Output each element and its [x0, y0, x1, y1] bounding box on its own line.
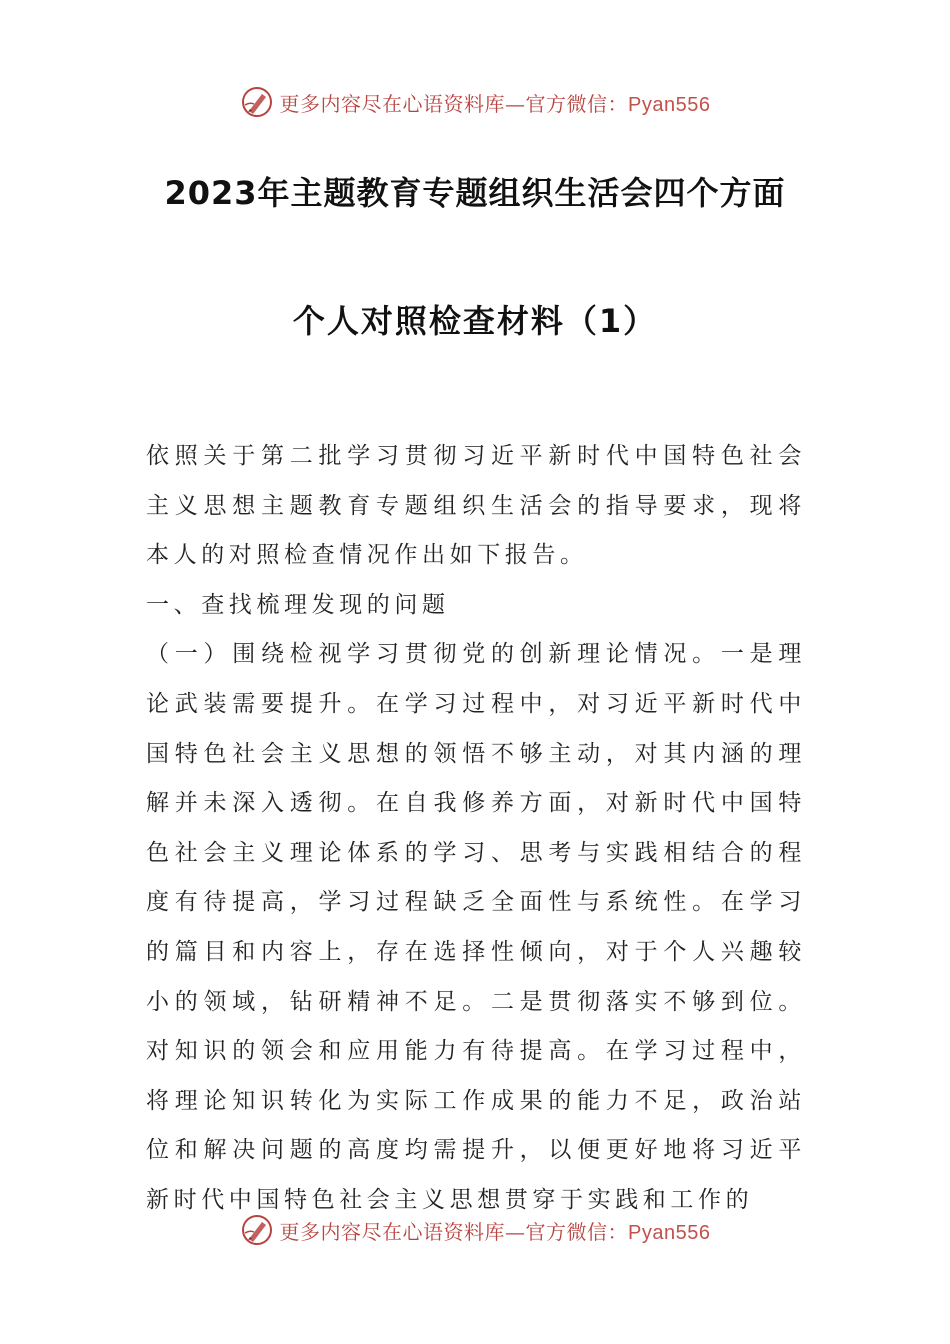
watermark-separator: — [505, 91, 526, 116]
document-title-line-1: 2023年主题教育专题组织生活会四个方面 [164, 174, 786, 212]
document-title-line-2: 个人对照检查材料（1） [292, 302, 658, 340]
watermark-wechat-label: 官方微信： [525, 91, 629, 116]
watermark-wechat-id: Pyan556 [628, 93, 711, 116]
paragraph-section-1: （一）围绕检视学习贯彻党的创新理论情况。一是理论武装需要提升。在学习过程中，对习近平新时代中国特色社会主义思想的领悟不够主动，对其内涵的理解并未深入透彻。在自我修养方面，对新时代中国特色社会主义理论体系的学习、思考与实践相结合的程度有待提高，学习过程缺乏全面性与系统性。在学习的篇目和内容上，存在选择性倾向，对于个人兴趣较小的领域，钻研精神不足。二是贯彻落实不够到位。对知识的领会和应用能力有待提高。在学习过程中，将理论知识转化为实际工作成果的能力不足，政治站位和解决问题的高度均需提升，以便更好地将习近平新时代中国特色社会主义思想贯穿于实践和工作的 [146, 641, 806, 1213]
paragraph-intro: 依照关于第二批学习贯彻习近平新时代中国特色社会主义思想主题教育专题组织生活会的指导要求，现将本人的对照检查情况作出如下报告。 [146, 443, 806, 569]
watermark-wechat-id: Pyan556 [628, 1221, 711, 1244]
watermark-wechat-label: 官方微信： [525, 1219, 629, 1244]
watermark-banner-top [0, 82, 950, 122]
watermark-banner-bottom [0, 1210, 950, 1250]
watermark-separator: — [505, 1219, 526, 1244]
watermark-brand: 更多内容尽在心语资料库 [279, 91, 506, 116]
document-body [146, 432, 806, 1226]
watermark-text [280, 88, 711, 117]
pen-logo-icon [240, 1213, 274, 1247]
watermark-brand: 更多内容尽在心语资料库 [279, 1219, 506, 1244]
pen-logo-icon [240, 85, 274, 119]
watermark-text [280, 1216, 711, 1245]
section-heading: 一、查找梳理发现的问题 [146, 591, 450, 618]
